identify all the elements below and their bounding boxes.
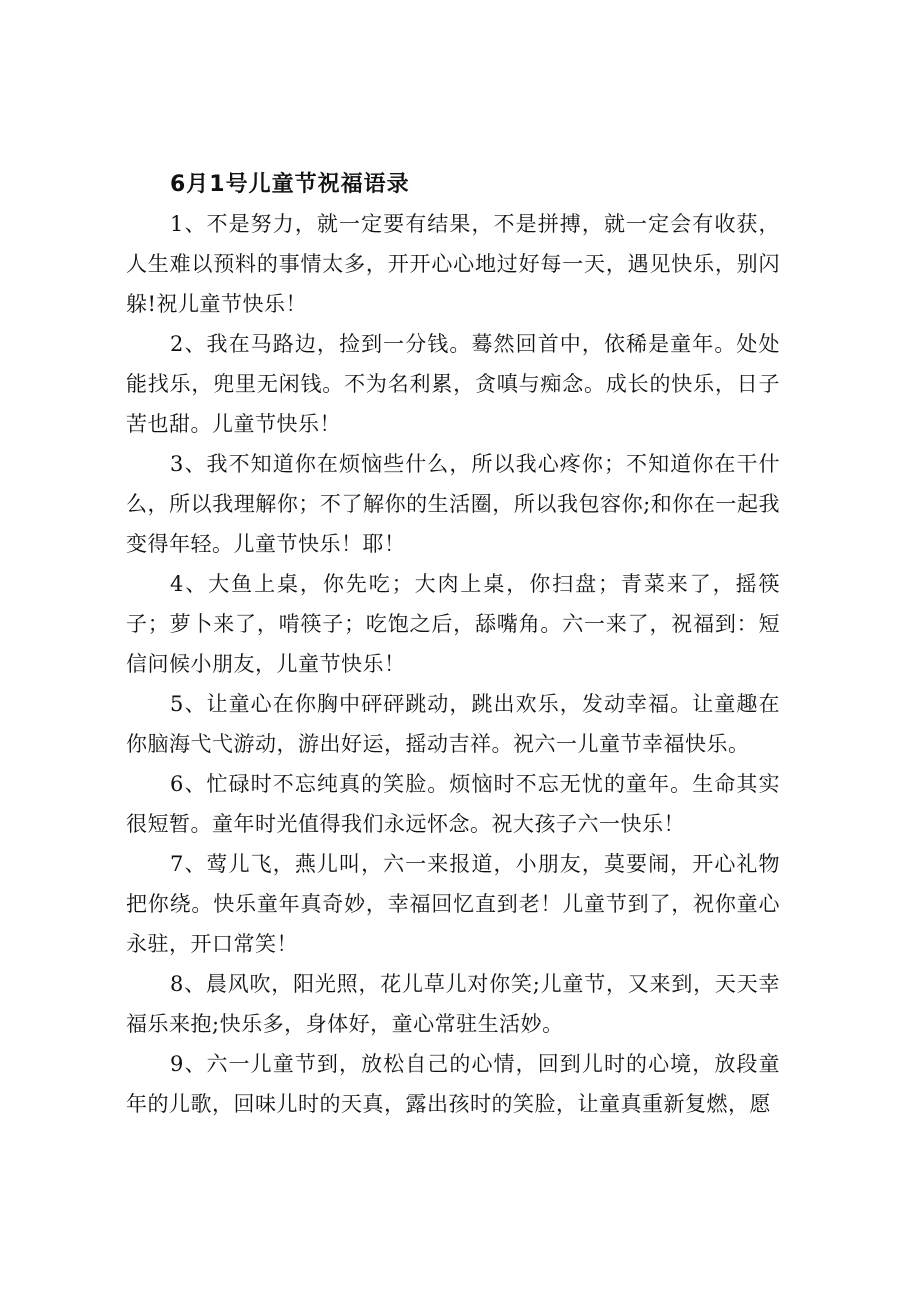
paragraph-2: 2、我在马路边，捡到一分钱。蓦然回首中，依稀是童年。处处能找乐，兜里无闲钱。不为名利累，贪嗔与痴念。成长的快乐，日子苦也甜。儿童节快乐！ — [126, 332, 780, 436]
paragraph-3: 3、我不知道你在烦恼些什么，所以我心疼你；不知道你在干什么，所以我理解你；不了解你的生活圈，所以我包容你;和你在一起我变得年轻。儿童节快乐！耶！ — [126, 452, 780, 556]
paragraph-6: 6、忙碌时不忘纯真的笑脸。烦恼时不忘无忧的童年。生命其实很短暂。童年时光值得我们永远怀念。祝大孩子六一快乐！ — [126, 772, 780, 836]
paragraph-1: 1、不是努力，就一定要有结果，不是拼搏，就一定会有收获，人生难以预料的事情太多，开开心心地过好每一天，遇见快乐，别闪躲!祝儿童节快乐！ — [126, 212, 780, 316]
document-page — [126, 166, 780, 1124]
paragraph-8: 8、晨风吹，阳光照，花儿草儿对你笑;儿童节，又来到，天天幸福乐来抱;快乐多，身体好，童心常驻生活妙。 — [126, 972, 780, 1036]
paragraph-5: 5、让童心在你胸中砰砰跳动，跳出欢乐，发动幸福。让童趣在你脑海弋弋游动，游出好运，摇动吉祥。祝六一儿童节幸福快乐。 — [126, 692, 780, 756]
paragraph-9: 9、六一儿童节到，放松自己的心情，回到儿时的心境，放段童年的儿歌，回味儿时的天真，露出孩时的笑脸，让童真重新复燃，愿 — [126, 1052, 780, 1116]
document-title: 6月1号儿童节祝福语录 — [170, 172, 410, 197]
paragraph-4: 4、大鱼上桌，你先吃；大肉上桌，你扫盘；青菜来了，摇筷子；萝卜来了，啃筷子；吃饱之后，舔嘴角。六一来了，祝福到：短信问候小朋友，儿童节快乐！ — [126, 572, 780, 676]
paragraph-7: 7、莺儿飞，燕儿叫，六一来报道，小朋友，莫要闹，开心礼物把你绕。快乐童年真奇妙，幸福回忆直到老！儿童节到了，祝你童心永驻，开口常笑！ — [126, 852, 780, 956]
